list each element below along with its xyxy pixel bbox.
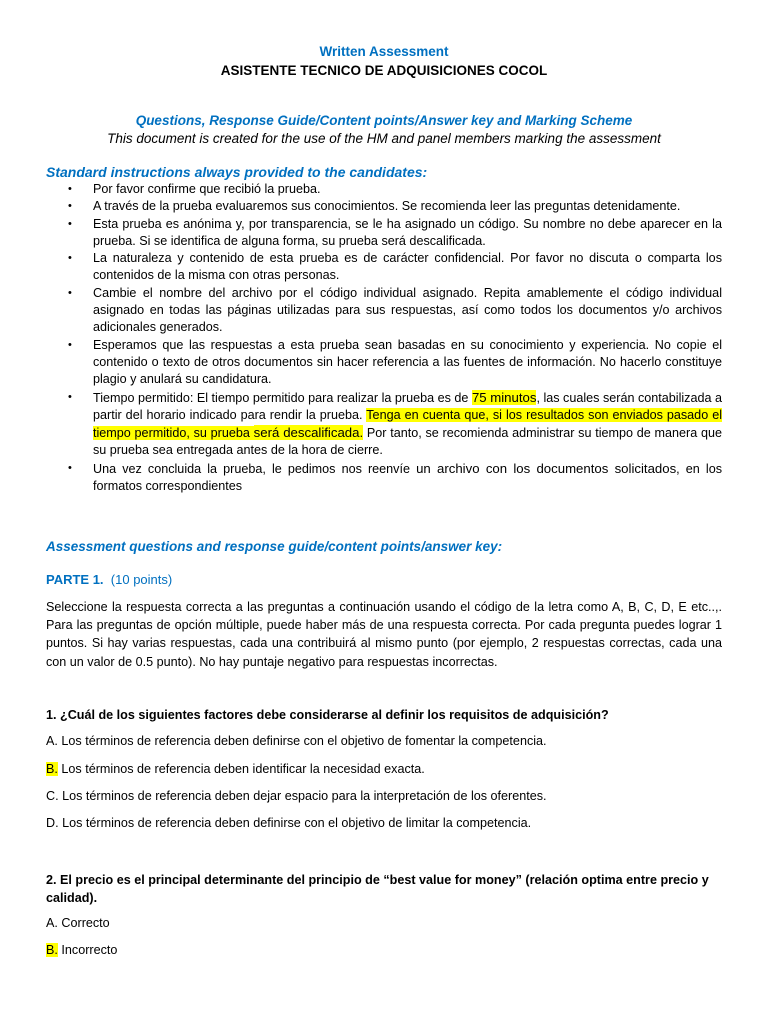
instruction-item: • Esperamos que las respuestas a esta prueba sean basadas en su conocimiento y experiencia. No copie el contenido o texto de otros documentos sin hacer referencia a las fuentes de información. No hacerlo constituye plagio y anulará su candidatura. (68, 337, 722, 387)
position-title: ASISTENTE TECNICO DE ADQUISICIONES COCOL (220, 63, 548, 78)
instruction-item: • Esta prueba es anónima y, por transparencia, se le ha asignado un código. Su nombre no debe aparecer en la prueba. Si se identifica de alguna forma, su prueba será descalificada. (68, 216, 722, 248)
disqualified-highlight: será descalificada. (253, 425, 364, 441)
bullet-icon: • (68, 200, 72, 213)
instructions-list (46, 181, 722, 495)
written-assessment-title: Written Assessment (319, 44, 449, 59)
time-highlight: 75 minutos (471, 389, 537, 405)
document-subheading: Questions, Response Guide/Content points/Answer key and Marking Scheme (135, 113, 633, 128)
instruction-item-last: • Una vez concluida la prueba, le pedimos nos reenvíe un archivo con los documentos solicitados, en los formatos correspondientes (68, 460, 722, 494)
q1-option-b: B. Los términos de referencia deben identificar la necesidad exacta. (46, 762, 425, 776)
correct-answer-marker: B. (46, 943, 58, 957)
correct-answer-marker: B. (46, 762, 58, 776)
bullet-icon: • (68, 338, 72, 351)
bullet-icon: • (68, 286, 72, 299)
bullet-icon: • (68, 461, 72, 474)
instruction-item-time: • Tiempo permitido: El tiempo permitido para realizar la prueba es de 75 minutos, las cuales serán contabilizada a partir del horario indicado para rendir la prueba. Tenga en cuenta que, si los resultados son enviados pasado el tiempo permitido, su prueba será descalificada. Por tanto, se recomienda administrar su tiempo de manera que su prueba sea entregada antes de la hora de cierre. (68, 389, 722, 458)
requested-files-emphasis: un archivo con los documentos solicitados (416, 460, 677, 476)
question-2: 2. El precio es el principal determinante del principio de “best value for money” (relación optima entre precio y calidad). (46, 873, 709, 905)
part-intro: Seleccione la respuesta correcta a las preguntas a continuación usando el código de la letra como A, B, C, D, E etc..,. Para las preguntas de opción múltiple, puede haber más de una respuesta correcta. Por cada pregunta puedes lograr 1 puntos. Si hay varias respuestas, cada una contribuirá al mismo punto (por ejemplo, 2 respuestas correctas, cada una con un valor de 0.5 punto). No hay puntaje negativo para respuestas incorrectas. (46, 600, 722, 669)
q1-option-c: C. Los términos de referencia deben dejar espacio para la interpretación de los oferentes. (46, 789, 547, 803)
bullet-icon: • (68, 217, 72, 230)
late-warning-highlight: Tenga en cuenta que, si los resultados son enviados pasado el tiempo permitido, su prueba (93, 407, 722, 441)
assessment-heading: Assessment questions and response guide/content points/answer key: (46, 539, 503, 554)
q2-option-b: B. Incorrecto (46, 943, 118, 957)
instructions-heading: Standard instructions always provided to the candidates: (46, 164, 428, 180)
question-1: 1. ¿Cuál de los siguientes factores debe considerarse al definir los requisitos de adquisición? (46, 708, 609, 722)
instruction-item: • Cambie el nombre del archivo por el código individual asignado. Repita amablemente el código individual asignado en todas las páginas utilizadas para sus respuestas, así como todos los documentos y/o archivos adicionales generados. (68, 285, 722, 335)
q1-option-a: A. Los términos de referencia deben definirse con el objetivo de fomentar la competencia. (46, 734, 547, 748)
q1-option-d: D. Los términos de referencia deben definirse con el objetivo de limitar la competencia. (46, 816, 532, 830)
instruction-item: • La naturaleza y contenido de esta prueba es de carácter confidencial. Por favor no discuta o comparta los contenidos de la misma con otras personas. (68, 251, 722, 283)
q2-option-a: A. Correcto (46, 916, 110, 930)
bullet-icon: • (68, 252, 72, 265)
document-subnote: This document is created for the use of the HM and panel members marking the assessment (107, 131, 661, 146)
bullet-icon: • (68, 390, 72, 403)
parte-label: PARTE 1. (10 points) (46, 572, 173, 587)
instruction-item: • A través de la prueba evaluaremos sus conocimientos. Se recomienda leer las preguntas detenidamente. (46, 198, 722, 215)
bullet-icon: • (68, 183, 72, 195)
instruction-item: • Por favor confirme que recibió la prueba. (46, 181, 722, 198)
